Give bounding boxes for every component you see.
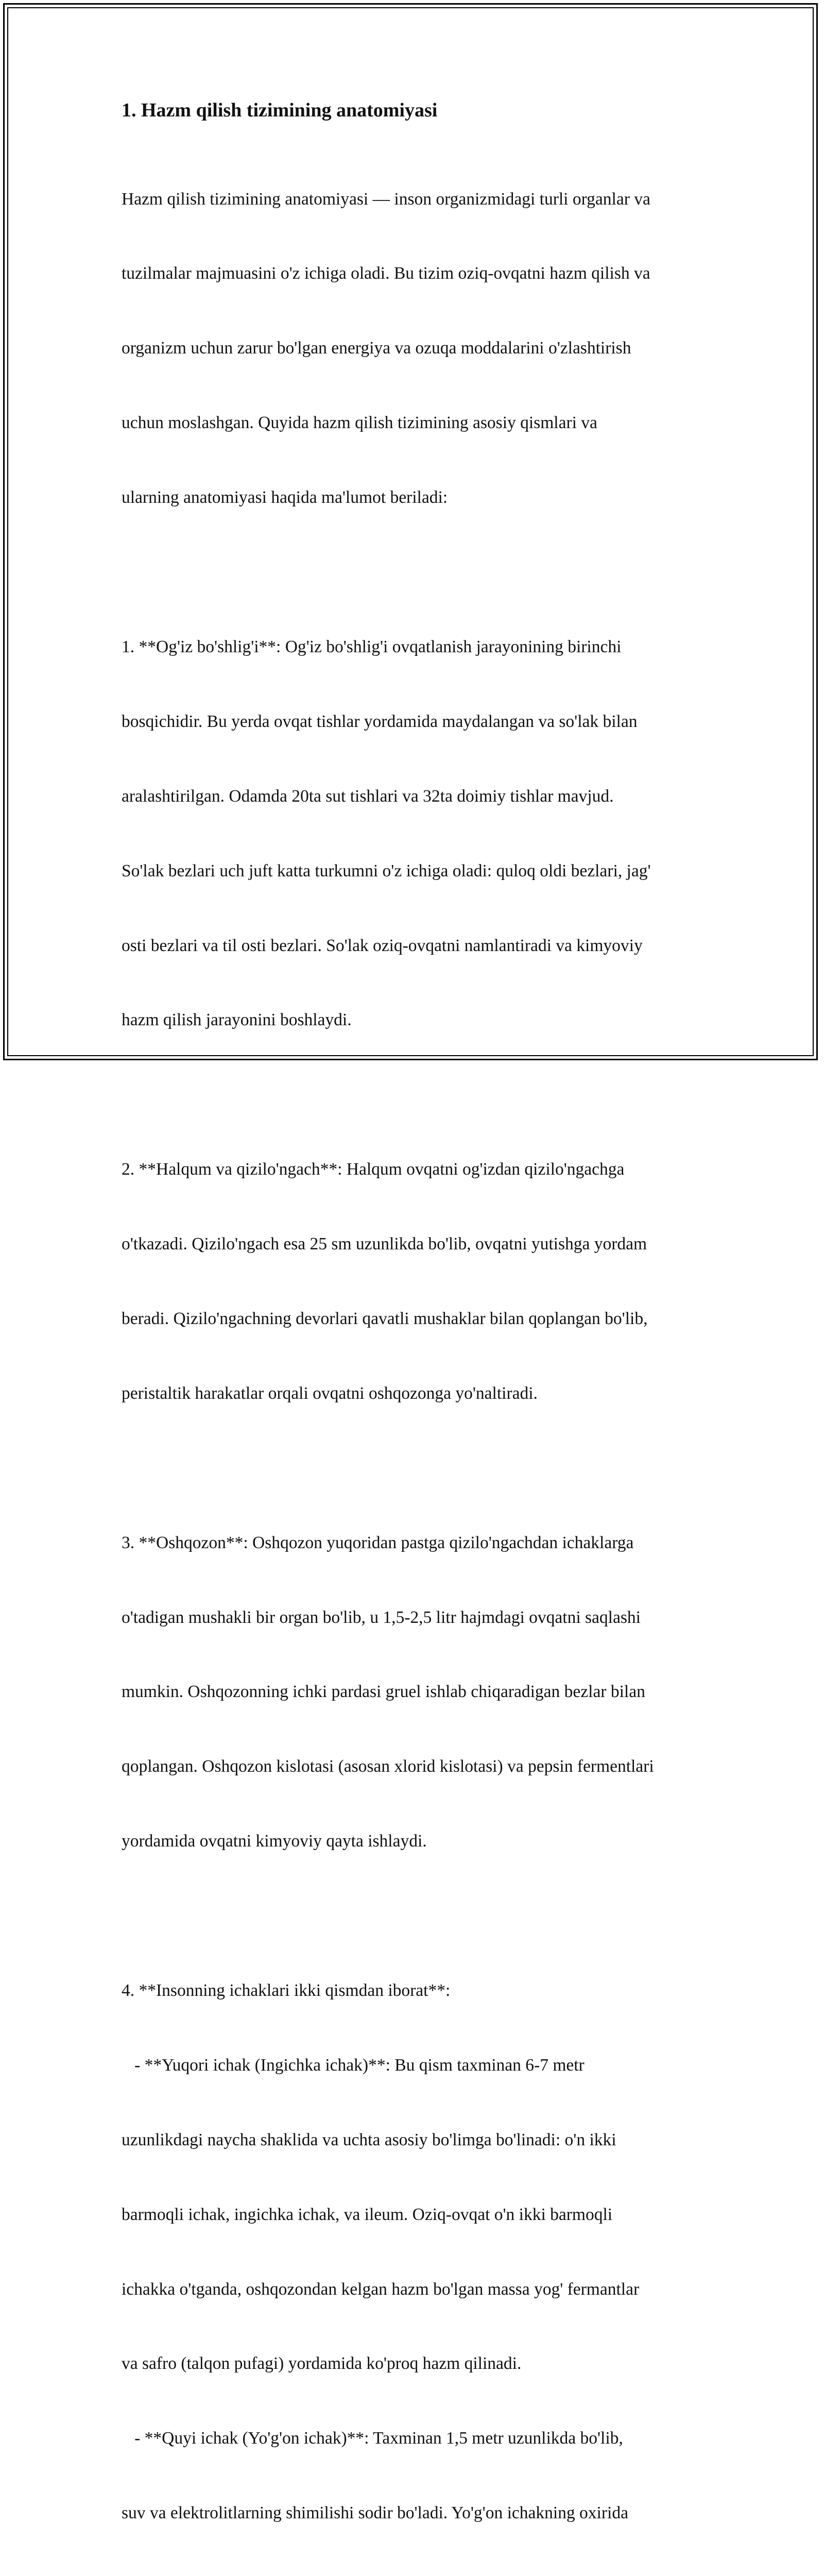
text-line: organizm uchun zarur bo'lgan energiya va ozuqa moddalarini o'zlashtirish — [122, 338, 631, 358]
text-line: uchun moslashgan. Quyida hazm qilish tizimining asosiy qismlari va — [122, 413, 597, 433]
text-line: o'tkazadi. Qizilo'ngach esa 25 sm uzunlikda bo'lib, ovqatni yutishga yordam — [122, 1234, 647, 1254]
text-line: 4. **Insonning ichaklari ikki qismdan iborat**: — [122, 1980, 451, 2000]
text-line: qoplangan. Oshqozon kislotasi (asosan xlorid kislotasi) va pepsin fermentlari — [122, 1757, 654, 1776]
text-line: o'tadigan mushakli bir organ bo'lib, u 1,5-2,5 litr hajmdagi ovqatni saqlashi — [122, 1607, 641, 1627]
text-line: yordamida ovqatni kimyoviy qayta ishlaydi. — [122, 1832, 427, 1851]
text-line — [122, 1456, 714, 1481]
text-line: So'lak bezlari uch juft katta turkumni o'z ichiga oladi: quloq oldi bezlari, jag' — [122, 861, 651, 880]
text-line: aralashtirilgan. Odamda 20ta sut tishlari va 32ta doimiy tishlar mavjud. — [122, 786, 614, 806]
text-line — [122, 1082, 714, 1107]
text-line — [122, 1904, 714, 1928]
text-line: hazm qilish jarayonini boshlaydi. — [122, 1010, 352, 1030]
body-text — [122, 137, 714, 2576]
text-line: va safro (talqon pufagi) yordamida ko'proq hazm qilinadi. — [122, 2354, 522, 2374]
text-line: ularning anatomiyasi haqida ma'lumot beriladi: — [122, 488, 448, 507]
text-line: mumkin. Oshqozonning ichki pardasi gruel ishlab chiqaradigan bezlar bilan — [122, 1682, 645, 1702]
text-line: ichakka o'tganda, oshqozondan kelgan hazm bo'lgan massa yog' fermantlar — [122, 2279, 640, 2299]
text-line: barmoqli ichak, ingichka ichak, va ileum. Oziq-ovqat o'n ikki barmoqli — [122, 2205, 613, 2224]
text-line: uzunlikdagi naycha shaklida va uchta asosiy bo'limga bo'linadi: o'n ikki — [122, 2130, 616, 2149]
text-line: tuzilmalar majmuasini o'z ichiga oladi. Bu tizim oziq-ovqatni hazm qilish va — [122, 264, 650, 283]
text-line: beradi. Qizilo'ngachning devorlari qavatli mushaklar bilan qoplangan bo'lib, — [122, 1309, 648, 1328]
text-line: - **Quyi ichak (Yo'g'on ichak)**: Taxminan 1,5 metr uzunlikda bo'lib, — [122, 2429, 623, 2448]
text-line: 3. **Oshqozon**: Oshqozon yuqoridan pastga qizilo'ngachdan ichaklarga — [122, 1533, 634, 1552]
text-line: osti bezlari va til osti bezlari. So'lak oziq-ovqatni namlantiradi va kimyoviy — [122, 936, 643, 955]
text-line: suv va elektrolitlarning shimilishi sodir bo'ladi. Yo'g'on ichakning oxirida — [122, 2503, 628, 2523]
section-heading: 1. Hazm qilish tizimining anatomiyasi — [122, 99, 438, 121]
text-line: bosqichidir. Bu yerda ovqat tishlar yordamida maydalangan va so'lak bilan — [122, 711, 638, 731]
text-line: Hazm qilish tizimining anatomiyasi — inson organizmidagi turli organlar va — [122, 189, 650, 209]
document-page — [122, 96, 714, 2576]
text-line: 2. **Halqum va qizilo'ngach**: Halqum ovqatni og'izdan qizilo'ngachga — [122, 1160, 625, 1179]
text-line — [122, 560, 714, 585]
text-line: 1. **Og'iz bo'shlig'i**: Og'iz bo'shlig'i ovqatlanish jarayonining birinchi — [122, 637, 622, 656]
text-line: - **Yuqori ichak (Ingichka ichak)**: Bu qism taxminan 6-7 metr — [122, 2055, 585, 2075]
text-line: peristaltik harakatlar orqali ovqatni oshqozonga yo'naltiradi. — [122, 1383, 538, 1403]
